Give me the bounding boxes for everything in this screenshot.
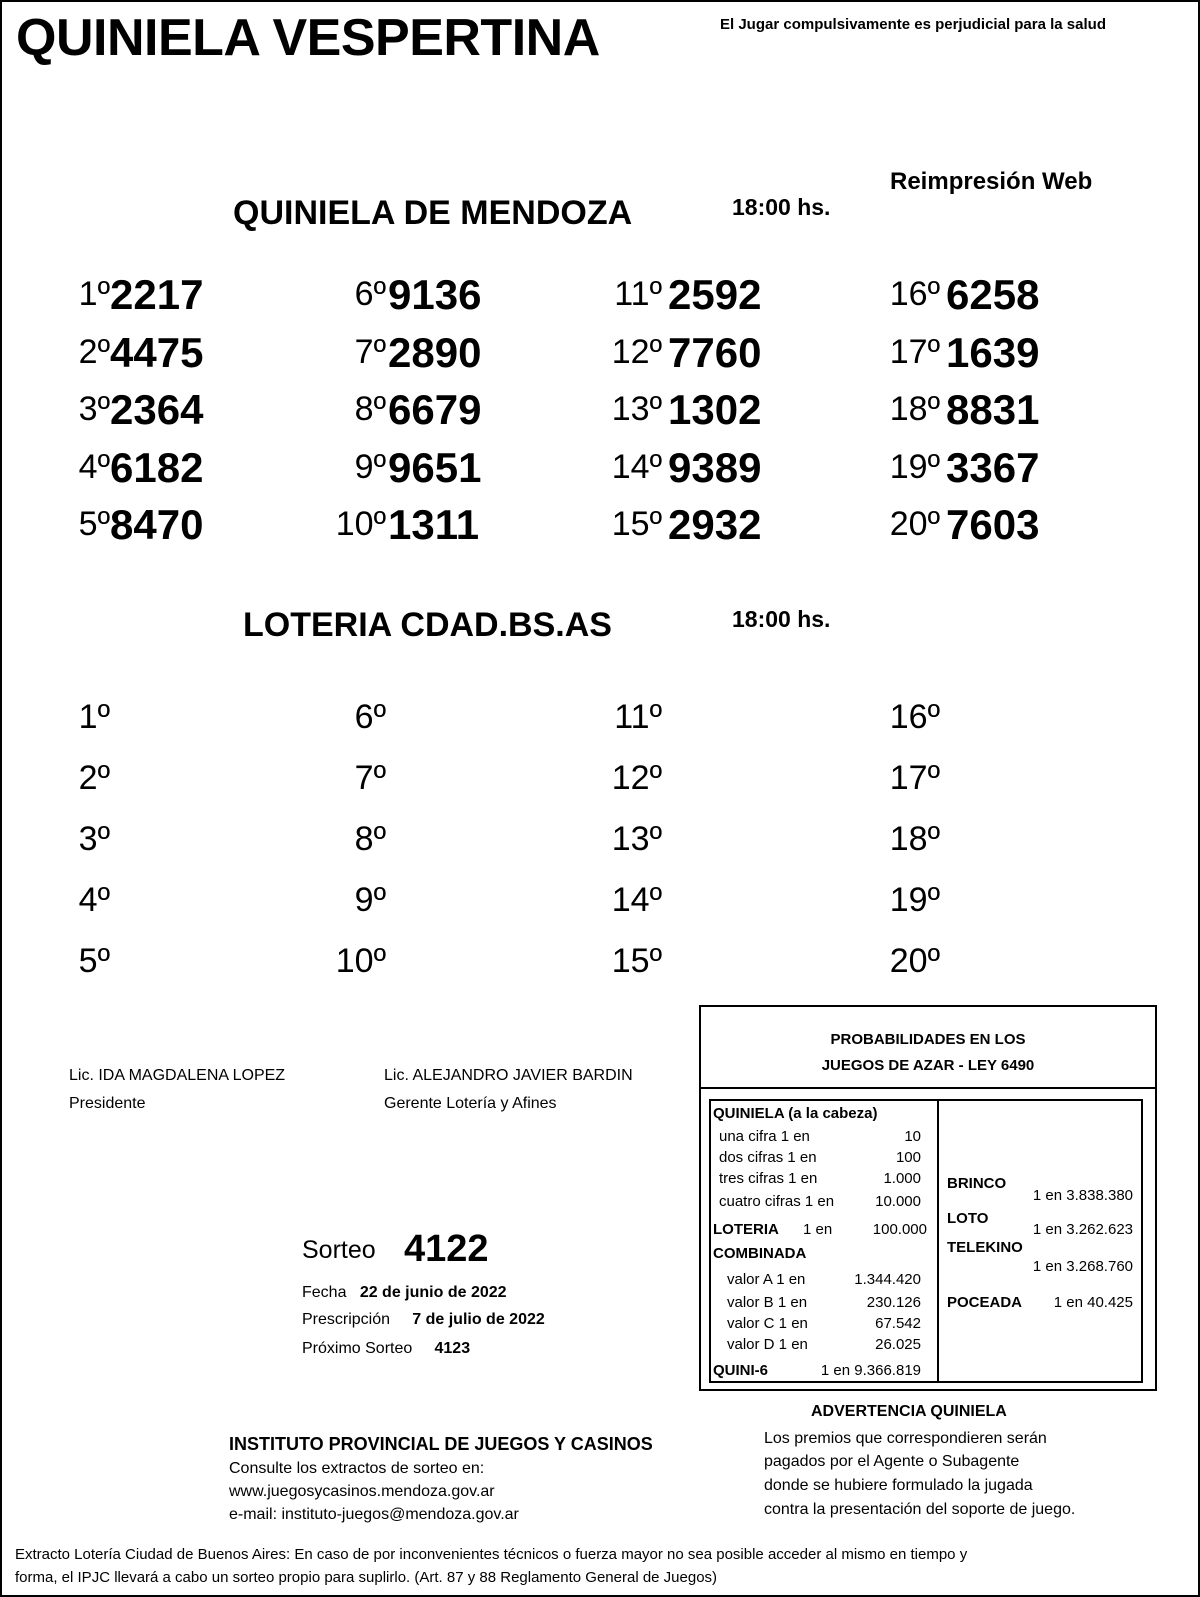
president-role: Presidente [69,1095,146,1112]
position-label: 3º [78,820,110,858]
winning-number: 1311 [388,501,480,548]
position-label: 19º [889,447,940,486]
winning-number: 2890 [388,328,482,376]
loteria-title: LOTERIA CDAD.BS.AS [243,606,612,644]
reprint-label: Reimpresión Web [890,168,1093,195]
winning-number: 6182 [110,443,204,491]
institute-email: e-mail: instituto-juegos@mendoza.gov.ar [229,1506,519,1523]
position-label: 4º [78,881,110,919]
manager-role: Gerente Lotería y Afines [384,1095,557,1112]
position-label: 2º [78,332,110,371]
quiniela-odds-value-3: 1.000 [883,1170,921,1187]
position-label: 12º [611,332,662,371]
loteria-odds-label: LOTERIA [713,1221,779,1238]
prescripcion-line [302,1311,545,1329]
quiniela-odds-label-3: tres cifras 1 en [719,1170,818,1187]
advertencia-title: ADVERTENCIA QUINIELA [811,1403,1007,1420]
position-label: 10º [335,942,386,980]
president-name: Lic. IDA MAGDALENA LOPEZ [69,1067,286,1084]
combinada-title: COMBINADA [713,1245,807,1262]
winning-number: 6679 [388,386,482,433]
probabilities-table [709,1099,1143,1383]
position-label: 13º [611,390,662,428]
winning-number: 9389 [668,443,762,491]
probabilities-header-line1: PROBABILIDADES EN LOS [830,1031,1026,1048]
poceada-label: POCEADA [947,1294,1023,1311]
position-label: 5º [78,942,110,980]
winning-number: 2592 [668,271,762,318]
position-label: 7º [354,332,386,371]
position-label: 6º [354,698,386,736]
position-label: 1º [78,275,110,313]
position-label: 9º [354,447,386,486]
mendoza-time: 18:00 hs. [732,194,831,220]
quini6-label: QUINI-6 [713,1362,769,1379]
loteria-time: 18:00 hs. [732,606,831,632]
position-label: 6º [354,275,386,313]
position-label: 7º [354,759,386,797]
quini6-value: 1 en 9.366.819 [820,1362,921,1379]
combinada-value-d: 26.025 [875,1336,921,1353]
position-label: 16º [889,698,940,736]
position-label: 18º [889,390,940,428]
quiniela-odds-title: QUINIELA (a la cabeza) [713,1105,878,1122]
advertencia-line-1: Los premios que correspondieren serán [764,1430,1047,1447]
quiniela-odds-label-4: cuatro cifras 1 en [719,1193,835,1210]
proximo-value: 4123 [434,1340,471,1357]
prescripcion-value: 7 de julio de 2022 [412,1311,545,1328]
position-label: 16º [889,275,940,313]
fecha-value: 22 de junio de 2022 [359,1284,507,1301]
probabilities-header-line2: JUEGOS DE AZAR - LEY 6490 [821,1057,1035,1074]
proximo-label: Próximo Sorteo [302,1340,413,1357]
advertencia-line-3: donde se hubiere formulado la jugada [764,1477,1033,1494]
position-label: 19º [889,881,940,919]
probabilities-header [701,1007,1155,1089]
position-label: 11º [614,698,662,736]
position-label: 17º [889,759,940,797]
telekino-value: 1 en 3.268.760 [1032,1258,1133,1275]
page-title: QUINIELA VESPERTINA [16,9,600,67]
proximo-line [302,1340,470,1358]
loteria-odds-text: 1 en [803,1221,833,1238]
sorteo-label: Sorteo [302,1236,376,1264]
advertencia-line-4: contra la presentación del soporte de juego. [764,1501,1076,1518]
advertencia-line-2: pagados por el Agente o Subagente [764,1453,1020,1470]
sorteo-number: 4122 [404,1228,489,1270]
institute-website: www.juegosycasinos.mendoza.gov.ar [229,1483,495,1500]
combinada-value-a: 1.344.420 [854,1271,921,1288]
quiniela-odds-value-2: 100 [895,1149,921,1166]
quiniela-odds-label-1: una cifra 1 en [719,1128,810,1145]
footer-line-2: forma, el IPJC llevará a cabo un sorteo propio para suplirlo. (Art. 87 y 88 Reglamento General de Juegos) [15,1569,718,1586]
footer-line-1: Extracto Lotería Ciudad de Buenos Aires: En caso de por inconvenientes técnicos o fuerza mayor no sea posible acceder al mismo en tiempo y [15,1546,968,1563]
winning-number: 6258 [946,271,1040,318]
brinco-value: 1 en 3.838.380 [1032,1187,1133,1204]
probabilities-divider [937,1101,939,1381]
position-label: 8º [354,390,386,428]
winning-number: 7760 [668,328,762,376]
position-label: 9º [354,881,386,919]
quiniela-odds-label-2: dos cifras 1 en [719,1149,817,1166]
winning-number: 8831 [946,386,1040,433]
winning-number: 2217 [110,271,204,318]
combinada-label-d: valor D 1 en [727,1336,808,1353]
combinada-value-c: 67.542 [875,1315,921,1332]
winning-number: 9136 [388,271,482,318]
winning-number: 1639 [946,328,1040,376]
winning-number: 2364 [110,386,204,433]
position-label: 10º [335,505,386,543]
quiniela-odds-value-4: 10.000 [875,1193,921,1210]
institute-line-1: Consulte los extractos de sorteo en: [229,1460,485,1477]
position-label: 13º [611,820,662,858]
winning-number: 7603 [946,501,1040,548]
position-label: 8º [354,820,386,858]
poceada-value: 1 en 40.425 [1053,1294,1133,1311]
loto-value: 1 en 3.262.623 [1032,1221,1133,1238]
institute-title: INSTITUTO PROVINCIAL DE JUEGOS Y CASINOS [229,1434,653,1454]
position-label: 3º [78,390,110,428]
fecha-line [302,1284,507,1302]
position-label: 4º [78,447,110,486]
winning-number: 1302 [668,386,762,433]
position-label: 17º [889,332,940,371]
gambling-warning: El Jugar compulsivamente es perjudicial para la salud [720,16,1106,33]
winning-number: 8470 [110,501,204,548]
position-label: 12º [611,759,662,797]
position-label: 1º [78,698,110,736]
winning-number: 4475 [110,328,204,376]
combinada-label-b: valor B 1 en [727,1294,808,1311]
loto-label: LOTO [947,1210,989,1227]
probabilities-box [699,1005,1157,1391]
combinada-value-b: 230.126 [866,1294,921,1311]
position-label: 15º [611,505,662,543]
position-label: 14º [611,447,662,486]
position-label: 5º [78,505,110,543]
position-label: 20º [889,505,940,543]
winning-number: 3367 [946,443,1040,491]
manager-name: Lic. ALEJANDRO JAVIER BARDIN [384,1067,633,1084]
telekino-label: TELEKINO [947,1239,1023,1256]
prescripcion-label: Prescripción [302,1311,391,1328]
position-label: 20º [889,942,940,980]
position-label: 2º [78,759,110,797]
position-label: 18º [889,820,940,858]
position-label: 11º [614,275,662,313]
quiniela-odds-value-1: 10 [904,1128,921,1145]
winning-number: 9651 [388,443,482,491]
position-label: 15º [611,942,662,980]
combinada-label-c: valor C 1 en [727,1315,808,1332]
winning-number: 2932 [668,501,762,548]
brinco-label: BRINCO [947,1175,1007,1192]
position-label: 14º [611,881,662,919]
fecha-label: Fecha [302,1284,347,1301]
combinada-label-a: valor A 1 en [727,1271,806,1288]
loteria-odds-value: 100.000 [872,1221,927,1238]
mendoza-title: QUINIELA DE MENDOZA [233,194,633,232]
